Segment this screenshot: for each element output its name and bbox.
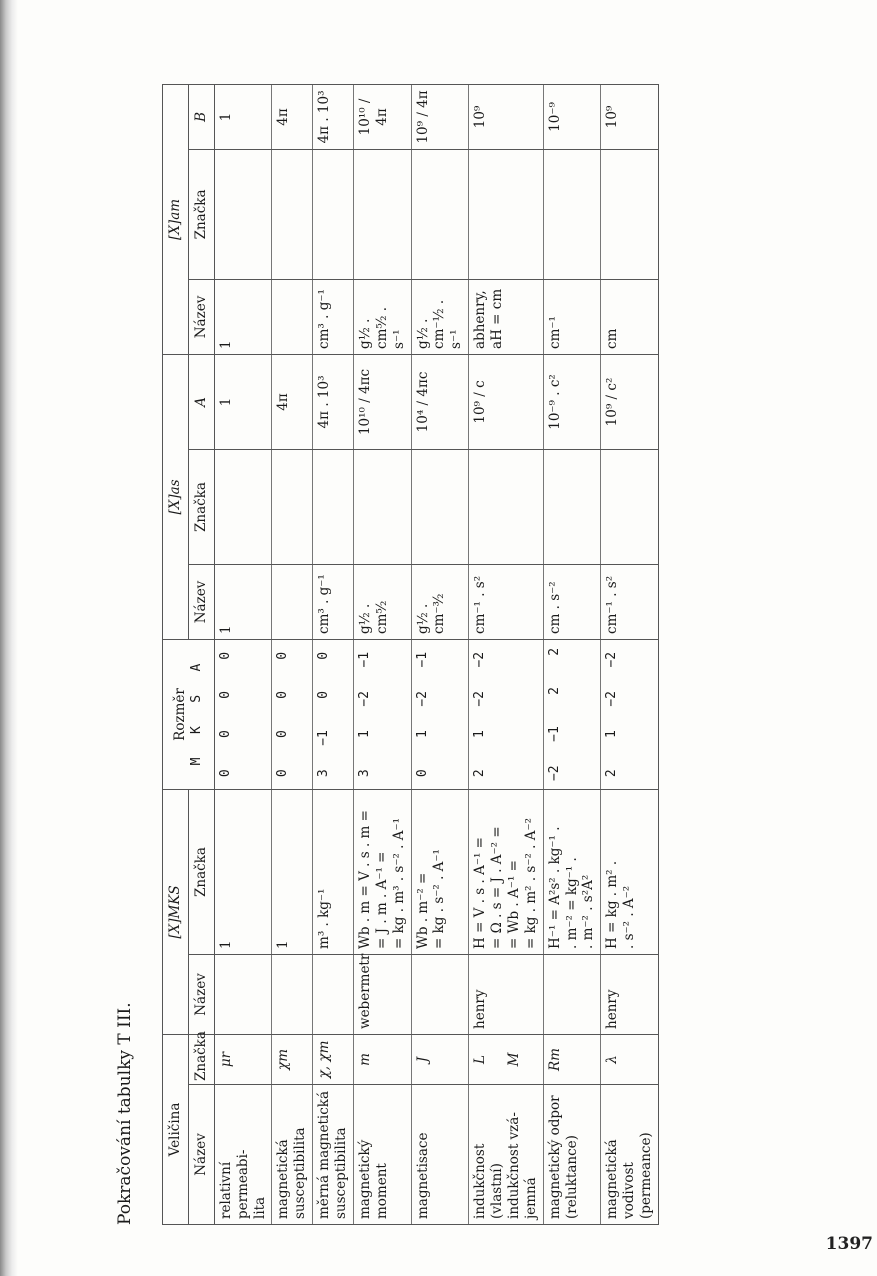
conversion-A: 10¹⁰ / 4πc [353, 354, 411, 449]
table-row [353, 84, 411, 1224]
as-unit-symbol [214, 449, 272, 564]
conversion-A: 4π [272, 354, 313, 449]
am-unit-symbol [353, 149, 411, 279]
conversion-B: 4π . 10³ [313, 84, 354, 149]
conversion-B: 10⁹ [601, 84, 659, 149]
mks-unit-name: webermetr [353, 954, 411, 1034]
conversion-B: 10⁹ [469, 84, 544, 149]
table-row [601, 84, 659, 1224]
page-number: 1397 [825, 1234, 873, 1254]
as-unit-name: 1 [214, 564, 272, 639]
am-unit-name: g½ . cm⁵⁄₂ . s⁻¹ [353, 279, 411, 354]
am-unit-symbol [601, 149, 659, 279]
header-xam [163, 84, 189, 354]
quantity-name: měrná magnetická susceptibilita [313, 1085, 354, 1225]
header-xmks-label: [X]MKS [167, 885, 183, 939]
table-caption: Pokračování tabulky T III. [115, 1002, 135, 1225]
header-A: A [188, 354, 214, 449]
conversion-A: 10⁹ / c [469, 354, 544, 449]
table-row [543, 84, 601, 1224]
mks-unit-name [411, 954, 469, 1034]
as-unit-symbol [353, 449, 411, 564]
table-row [214, 84, 272, 1224]
as-unit-symbol [469, 449, 544, 564]
quantity-name: magnetický odpor (reluktance) [543, 1085, 601, 1225]
am-unit-symbol [313, 149, 354, 279]
as-unit-symbol [601, 449, 659, 564]
quantity-name: magnetisace [411, 1085, 469, 1225]
dimension-exponents: 3 1 −2 −1 [353, 639, 411, 789]
as-unit-name [272, 564, 313, 639]
header-xas-label: [X]as [167, 479, 183, 515]
conversion-A: 10⁴ / 4πc [411, 354, 469, 449]
as-unit-name: g½ . cm⁻³⁄₂ [411, 564, 469, 639]
table-row [313, 84, 354, 1224]
header-znacka-1: Značka [188, 1034, 214, 1084]
mks-unit-symbol: 1 [272, 789, 313, 954]
header-dims-label: M K S A [188, 663, 204, 766]
am-unit-symbol [469, 149, 544, 279]
conversion-B: 1 [214, 84, 272, 149]
header-xas [163, 354, 189, 639]
am-unit-name: cm³ . g⁻¹ [313, 279, 354, 354]
mks-unit-name [313, 954, 354, 1034]
header-nazev-3: Název [188, 564, 214, 639]
mks-unit-symbol: Wb . m = V . s . m = = J . m . A⁻¹ = = kg . m³ . s⁻² . A⁻¹ [353, 789, 411, 954]
header-xam-label: [X]am [167, 198, 183, 240]
dimension-exponents: 0 0 0 0 [214, 639, 272, 789]
as-unit-symbol [272, 449, 313, 564]
mks-unit-name [214, 954, 272, 1034]
as-unit-name: cm . s⁻² [543, 564, 601, 639]
quantity-name: magnetická susceptibilita [272, 1085, 313, 1225]
dimension-exponents: −2 −1 2 2 [543, 639, 601, 789]
conversion-A: 10⁻⁹ . c² [543, 354, 601, 449]
dimension-exponents: 2 1 −2 −2 [469, 639, 544, 789]
am-unit-symbol [543, 149, 601, 279]
quantity-symbol: λ [601, 1034, 659, 1084]
table-row [469, 84, 544, 1224]
quantity-name: relativní permeabi- lita [214, 1085, 272, 1225]
conversion-B: 10¹⁰ / 4π [353, 84, 411, 149]
as-unit-symbol [313, 449, 354, 564]
am-unit-name: g½ . cm⁻½ . s⁻¹ [411, 279, 469, 354]
dimension-exponents: 0 0 0 0 [272, 639, 313, 789]
header-znacka-2: Značka [188, 789, 214, 954]
am-unit-symbol [272, 149, 313, 279]
mks-unit-name: henry [601, 954, 659, 1034]
as-unit-name: g½ . cm⁵⁄₂ [353, 564, 411, 639]
table-body [214, 84, 658, 1224]
am-unit-name [272, 279, 313, 354]
as-unit-name: cm⁻¹ . s² [601, 564, 659, 639]
am-unit-symbol [411, 149, 469, 279]
quantity-symbol: χ, χm [313, 1034, 354, 1084]
header-znacka-3: Značka [188, 449, 214, 564]
header-nazev-4: Název [188, 279, 214, 354]
header-nazev-2: Název [188, 954, 214, 1034]
quantity-symbol: Rm [543, 1034, 601, 1084]
dimension-exponents: 3 −1 0 0 [313, 639, 354, 789]
am-unit-symbol [214, 149, 272, 279]
quantity-symbol: L M [469, 1034, 544, 1084]
mks-unit-name: henry [469, 954, 544, 1034]
am-unit-name: 1 [214, 279, 272, 354]
conversion-A: 1 [214, 354, 272, 449]
mks-unit-name [543, 954, 601, 1034]
am-unit-name: cm⁻¹ [543, 279, 601, 354]
quantity-name: magnetická vodivost (permeance) [601, 1085, 659, 1225]
mks-unit-symbol: 1 [214, 789, 272, 954]
dimension-exponents: 0 1 −2 −1 [411, 639, 469, 789]
conversion-A: 10⁹ / c² [601, 354, 659, 449]
as-unit-symbol [411, 449, 469, 564]
quantity-symbol: χm [272, 1034, 313, 1084]
quantity-symbol: m [353, 1034, 411, 1084]
as-unit-symbol [543, 449, 601, 564]
as-unit-name: cm⁻¹ . s² [469, 564, 544, 639]
as-unit-name: cm³ . g⁻¹ [313, 564, 354, 639]
header-xmks [163, 789, 189, 1034]
quantity-name: indukčnost (vlastní) indukčnost vzá- jemná [469, 1085, 544, 1225]
header-rozmer [163, 639, 215, 789]
conversion-B: 10⁹ / 4π [411, 84, 469, 149]
conversion-B: 4π [272, 84, 313, 149]
mks-unit-symbol: H = V . s . A⁻¹ = = Ω . s = J . A⁻² = = Wb . A⁻¹ = = kg . m² . s⁻² . A⁻² [469, 789, 544, 954]
am-unit-name: abhenry, aH = cm [469, 279, 544, 354]
quantity-name: magnetický moment [353, 1085, 411, 1225]
header-B: B [188, 84, 214, 149]
mks-unit-symbol: m³ . kg⁻¹ [313, 789, 354, 954]
conversion-A: 4π . 10³ [313, 354, 354, 449]
quantity-symbol: μr [214, 1034, 272, 1084]
dimension-exponents: 2 1 −2 −2 [601, 639, 659, 789]
header-velicina: Veličina [163, 1034, 189, 1224]
am-unit-name: cm [601, 279, 659, 354]
header-nazev-1: Název [188, 1085, 214, 1225]
conversion-B: 10⁻⁹ [543, 84, 601, 149]
table-row [411, 84, 469, 1224]
header-rozmer-label: Rozměr [171, 688, 188, 741]
mks-unit-symbol: Wb . m⁻² = = kg . s⁻² . A⁻¹ [411, 789, 469, 954]
quantity-symbol: J [411, 1034, 469, 1084]
header-znacka-4: Značka [188, 149, 214, 279]
mks-unit-name [272, 954, 313, 1034]
mks-unit-symbol: H⁻¹ = A²s² . kg⁻¹ . . m⁻² = kg⁻¹ . . m⁻² . s²A² [543, 789, 601, 954]
rotated-page-content [115, 80, 875, 1225]
mks-unit-symbol: H = kg . m² . . s⁻² . A⁻² [601, 789, 659, 954]
page-binding-edge [0, 0, 18, 1276]
table-row [272, 84, 313, 1224]
units-table [162, 84, 659, 1225]
